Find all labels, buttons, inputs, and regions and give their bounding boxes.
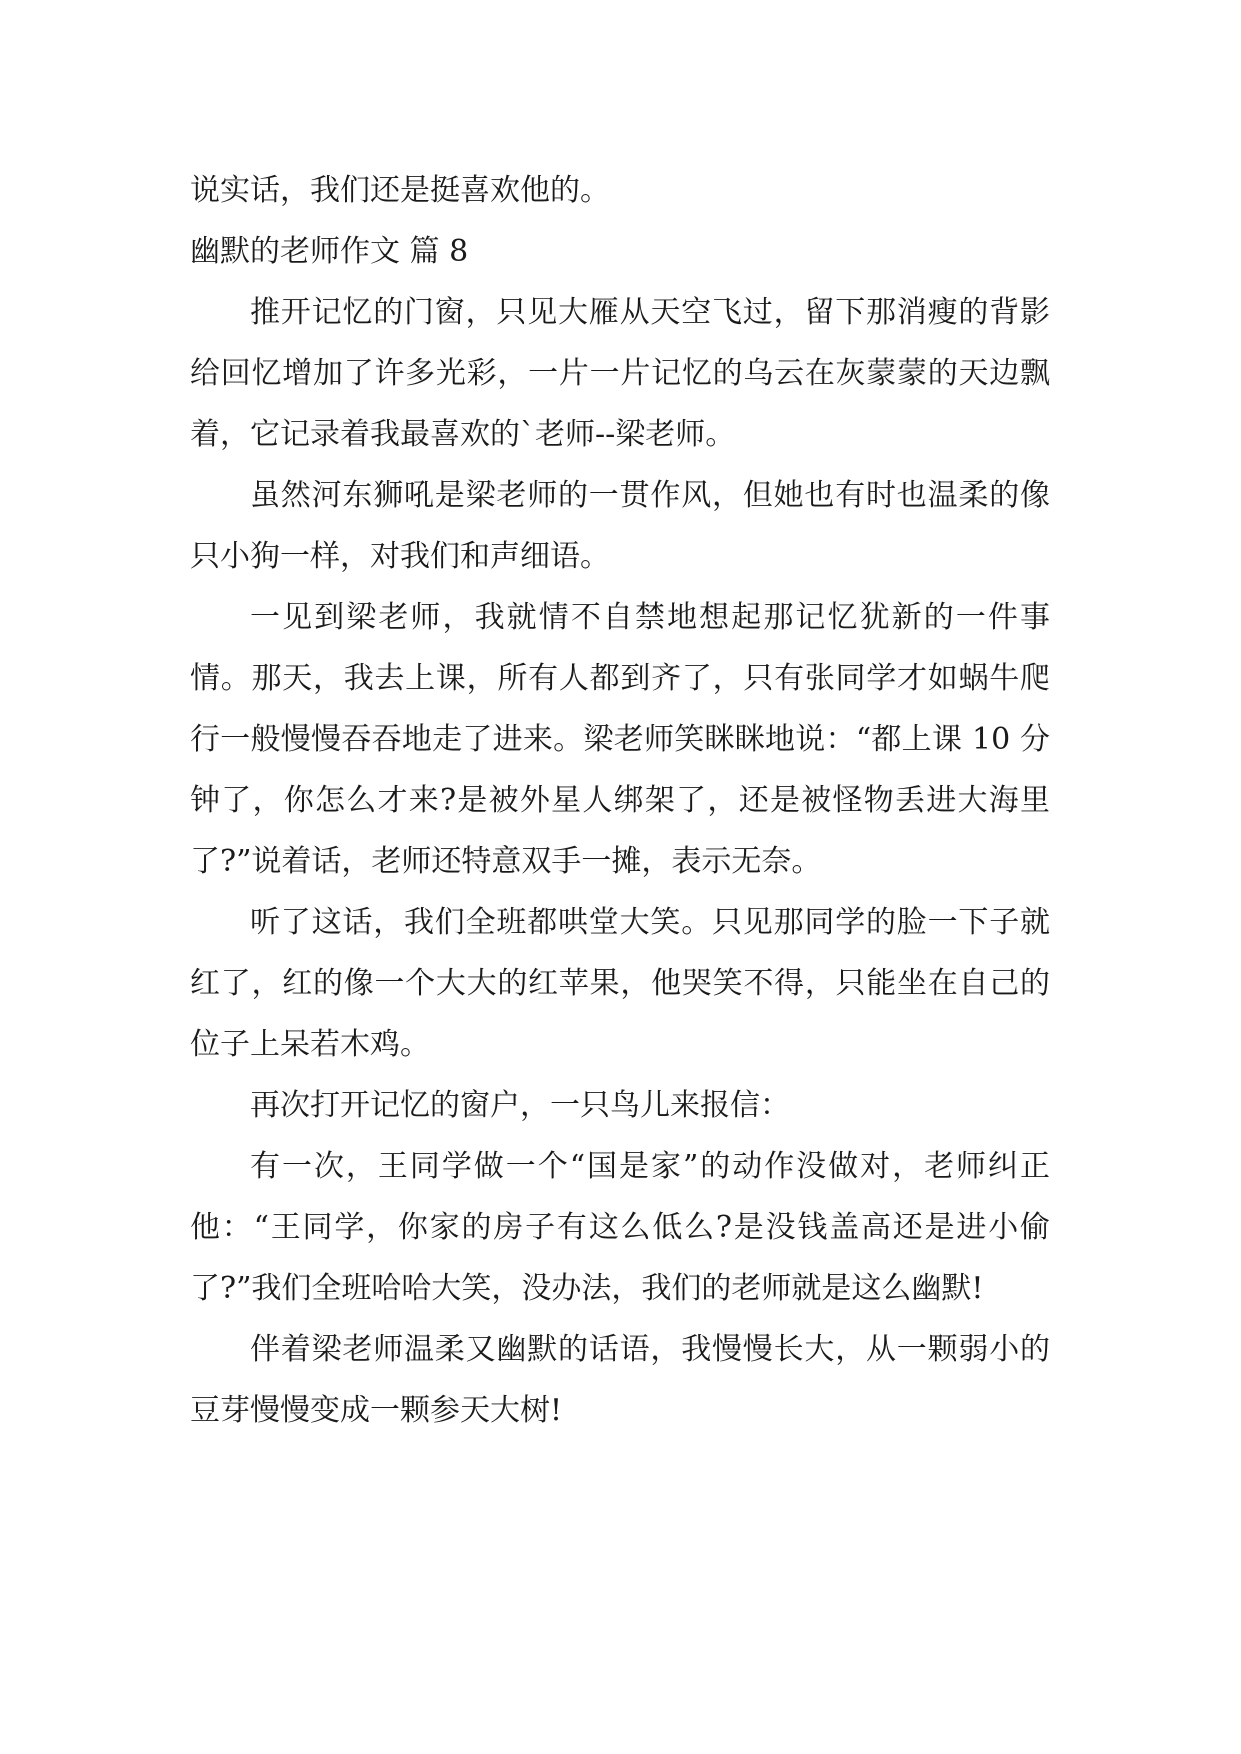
paragraph-3: 一见到梁老师，我就情不自禁地想起那记忆犹新的一件事情。那天，我去上课，所有人都到齐了，只有张同学才如蜗牛爬行一般慢慢吞吞地走了进来。梁老师笑眯眯地说：“都上课 10 分钟了，你怎么才来?是被外星人绑架了，还是被怪物丢进大海里了?”说着话，老师还特意双手一摊，表示无奈。	[190, 600, 1050, 879]
paragraph-4: 听了这话，我们全班都哄堂大笑。只见那同学的脸一下子就红了，红的像一个大大的红苹果，他哭笑不得，只能坐在自己的位子上呆若木鸡。	[190, 905, 1050, 1062]
document-body	[190, 160, 1050, 1441]
paragraph-1: 推开记忆的门窗，只见大雁从天空飞过，留下那消瘦的背影给回忆增加了许多光彩，一片一片记忆的乌云在灰蒙蒙的天边飘着，它记录着我最喜欢的`老师--梁老师。	[190, 295, 1050, 452]
lead-line: 说实话，我们还是挺喜欢他的。	[190, 173, 610, 208]
paragraph-7: 伴着梁老师温柔又幽默的话语，我慢慢长大，从一颗弱小的豆芽慢慢变成一颗参天大树!	[190, 1332, 1050, 1428]
paragraph-5: 再次打开记忆的窗户，一只鸟儿来报信：	[250, 1088, 790, 1123]
essay-heading: 幽默的老师作文 篇 8	[190, 234, 469, 269]
paragraph-6: 有一次，王同学做一个“国是家”的动作没做对，老师纠正他：“王同学，你家的房子有这么低么?是没钱盖高还是进小偷了?”我们全班哈哈大笑，没办法，我们的老师就是这么幽默!	[190, 1149, 1050, 1306]
paragraph-2: 虽然河东狮吼是梁老师的一贯作风，但她也有时也温柔的像只小狗一样，对我们和声细语。	[190, 478, 1050, 574]
